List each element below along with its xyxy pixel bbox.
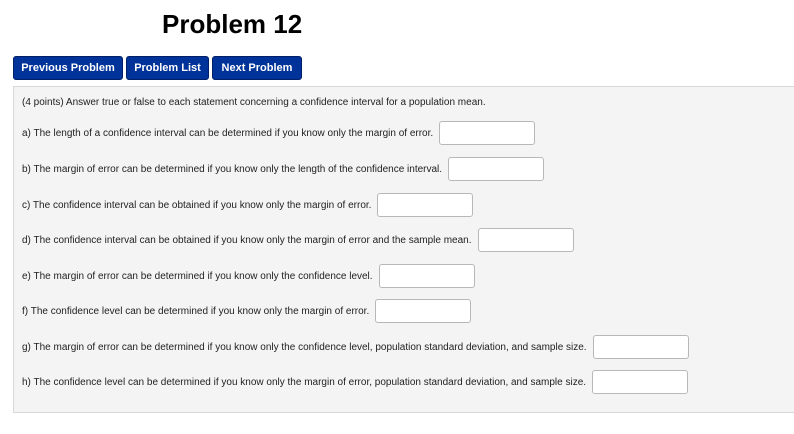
question-row-a bbox=[22, 121, 535, 145]
question-text-b: b) The margin of error can be determined if you know only the length of the confidence interval. bbox=[22, 163, 443, 175]
question-text-a: a) The length of a confidence interval can be determined if you know only the margin of error. bbox=[22, 127, 434, 139]
answer-input-e[interactable] bbox=[379, 264, 475, 288]
question-row-c bbox=[22, 193, 473, 217]
answer-input-h[interactable] bbox=[592, 370, 688, 394]
previous-problem-button[interactable]: Previous Problem bbox=[13, 56, 123, 80]
problem-panel bbox=[13, 86, 794, 413]
question-text-g: g) The margin of error can be determined if you know only the confidence level, population standard deviation, and sample size. bbox=[22, 341, 587, 353]
answer-input-a[interactable] bbox=[439, 121, 535, 145]
answer-input-g[interactable] bbox=[593, 335, 689, 359]
question-text-e: e) The margin of error can be determined if you know only the confidence level. bbox=[22, 270, 373, 282]
next-problem-button[interactable]: Next Problem bbox=[212, 56, 302, 80]
question-text-f: f) The confidence level can be determined if you know only the margin of error. bbox=[22, 305, 370, 317]
question-text-h: h) The confidence level can be determined if you know only the margin of error, population standard deviation, and sample size. bbox=[22, 376, 587, 388]
answer-input-f[interactable] bbox=[375, 299, 471, 323]
problem-intro: (4 points) Answer true or false to each statement concerning a confidence interval for a population mean. bbox=[22, 97, 486, 108]
question-row-d bbox=[22, 228, 574, 252]
question-text-d: d) The confidence interval can be obtained if you know only the margin of error and the sample mean. bbox=[22, 234, 472, 246]
question-row-g bbox=[22, 335, 689, 359]
answer-input-b[interactable] bbox=[448, 157, 544, 181]
page-title: Problem 12 bbox=[162, 9, 303, 39]
question-row-f bbox=[22, 299, 471, 323]
question-row-h bbox=[22, 370, 688, 394]
question-row-b bbox=[22, 157, 544, 181]
answer-input-d[interactable] bbox=[478, 228, 574, 252]
question-text-c: c) The confidence interval can be obtained if you know only the margin of error. bbox=[22, 199, 372, 211]
answer-input-c[interactable] bbox=[377, 193, 473, 217]
problem-list-button[interactable]: Problem List bbox=[126, 56, 209, 80]
question-row-e bbox=[22, 264, 475, 288]
